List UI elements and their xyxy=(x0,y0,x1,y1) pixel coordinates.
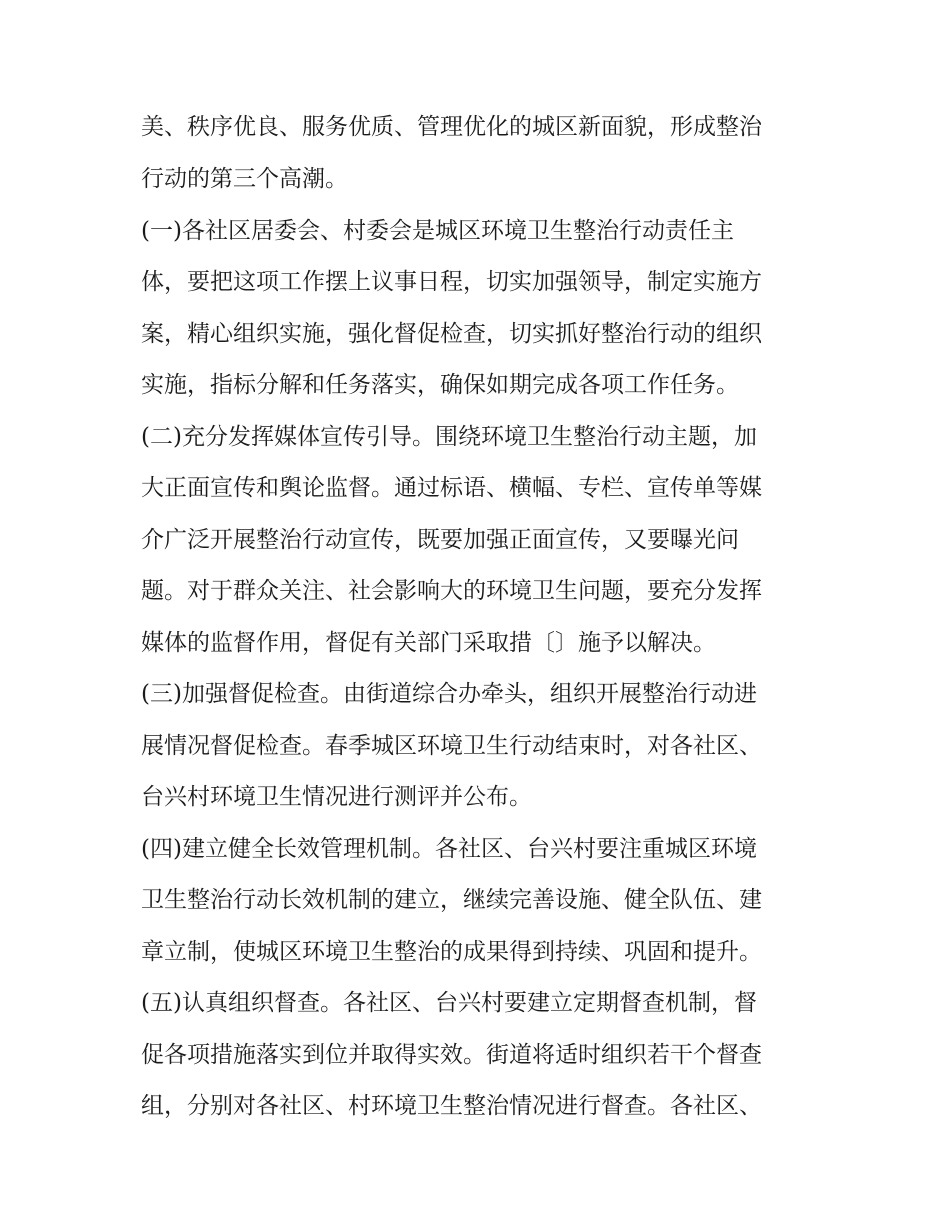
text-line: 促各项措施落实到位并取得实效。街道将适时组织若干个督查 xyxy=(141,1042,762,1068)
text-line: 实施，指标分解和任务落实，确保如期完成各项工作任务。 xyxy=(141,372,739,398)
text-line: 行动的第三个高潮。 xyxy=(141,166,348,192)
text-line: 介广泛开展整治行动宣传，既要加强正面宣传，又要曝光问 xyxy=(141,527,739,553)
text-line: 大正面宣传和舆论监督。通过标语、横幅、专栏、宣传单等媒 xyxy=(141,475,762,501)
text-line: 卫生整治行动长效机制的建立，继续完善设施、健全队伍、建 xyxy=(141,887,762,913)
text-line: (三)加强督促检查。由街道综合办牵头，组织开展整治行动进 xyxy=(141,681,757,707)
text-line: (四)建立健全长效管理机制。各社区、台兴村要注重城区环境 xyxy=(141,836,757,862)
text-line: 体，要把这项工作摆上议事日程，切实加强领导，制定实施方 xyxy=(141,269,762,295)
text-line: 章立制，使城区环境卫生整治的成果得到持续、巩固和提升。 xyxy=(141,939,762,965)
text-line: (一)各社区居委会、村委会是城区环境卫生整治行动责任主 xyxy=(141,218,734,244)
text-line: 媒体的监督作用，督促有关部门采取措〔〕施予以解决。 xyxy=(141,630,716,656)
text-line: 题。对于群众关注、社会影响大的环境卫生问题，要充分发挥 xyxy=(141,578,762,604)
text-line: 美、秩序优良、服务优质、管理优化的城区新面貌，形成整治 xyxy=(141,114,762,140)
text-line: 台兴村环境卫生情况进行测评并公布。 xyxy=(141,784,532,810)
text-line: 展情况督促检查。春季城区环境卫生行动结束时，对各社区、 xyxy=(141,733,762,759)
text-line: (五)认真组织督查。各社区、台兴村要建立定期督查机制，督 xyxy=(141,990,757,1016)
text-line: 组，分别对各社区、村环境卫生整治情况进行督查。各社区、 xyxy=(141,1093,762,1119)
text-line: 案，精心组织实施，强化督促检查，切实抓好整治行动的组织 xyxy=(141,321,762,347)
text-line: (二)充分发挥媒体宣传引导。围绕环境卫生整治行动主题，加 xyxy=(141,424,757,450)
